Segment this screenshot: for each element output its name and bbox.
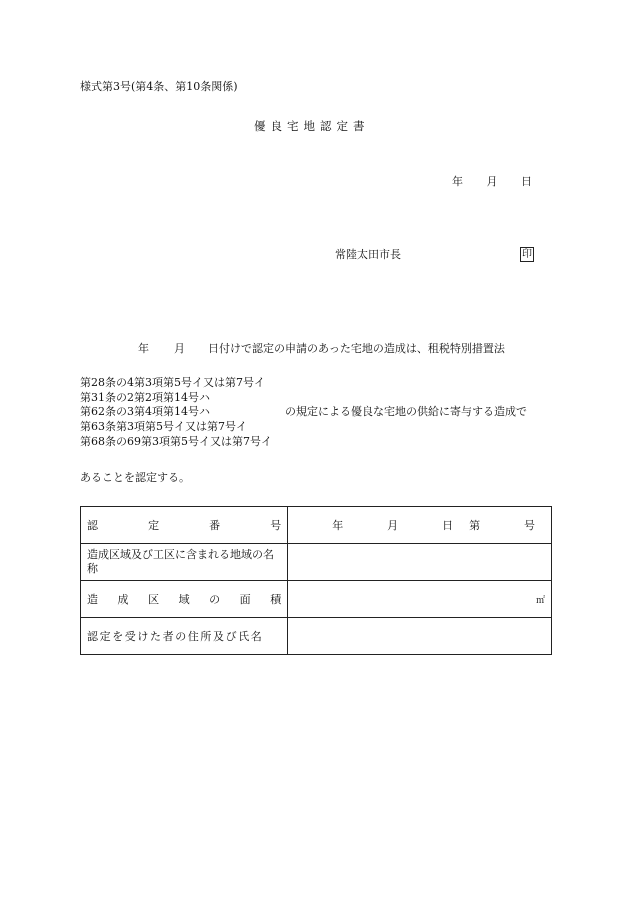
clause-2: 第31条の2第2項第14号ハ xyxy=(80,391,210,404)
recipient-label: 認定を受けた者の住所及び氏名 xyxy=(81,618,288,655)
clause-1: 第28条の4第3項第5号イ又は第7号イ xyxy=(80,376,265,389)
cert-year: 年 xyxy=(332,519,344,532)
body-line1-year: 年 xyxy=(138,342,149,355)
seal-icon: 印 xyxy=(522,249,532,260)
document-title: 優良宅地認定書 xyxy=(254,119,370,133)
table-row-cert-number xyxy=(81,507,552,544)
cert-day: 日 xyxy=(442,519,454,532)
date-month: 月 xyxy=(486,175,498,188)
body-line1-text: 日付けで認定の申請のあった宅地の造成は、租税特別措置法 xyxy=(208,342,505,355)
area-size-value[interactable] xyxy=(288,581,552,618)
cert-number-value[interactable] xyxy=(288,507,552,544)
table-row-area-name xyxy=(81,544,552,581)
issuer-name: 常陸太田市長 xyxy=(335,248,401,261)
cert-dai: 第 xyxy=(469,519,481,532)
area-name-label: 造成区域及び工区に含まれる地域の名称 xyxy=(81,544,288,581)
table-row-recipient xyxy=(81,618,552,655)
certification-table xyxy=(80,506,552,655)
cert-go: 号 xyxy=(523,519,535,532)
form-number: 様式第3号(第4条、第10条関係) xyxy=(80,80,238,93)
body-line1-month: 月 xyxy=(174,342,185,355)
cert-month: 月 xyxy=(387,519,399,532)
area-unit: ㎡ xyxy=(535,595,545,606)
date-day: 日 xyxy=(521,175,532,188)
clause-suffix: の規定による優良な宅地の供給に寄与する造成で xyxy=(285,405,527,418)
date-year: 年 xyxy=(452,175,463,188)
clause-4: 第63条第3項第5号イ又は第7号イ xyxy=(80,420,247,433)
issue-date xyxy=(452,175,532,189)
seal-mark xyxy=(520,247,534,262)
area-size-label: 造 成 区 域 の 面 積 xyxy=(81,581,288,618)
table-row-area-size xyxy=(81,581,552,618)
clause-5: 第68条の69第3項第5号イ又は第7号イ xyxy=(80,435,272,448)
cert-number-label: 認 定 番 号 xyxy=(81,507,288,544)
closing-text: あることを認定する。 xyxy=(80,471,190,484)
area-name-value[interactable] xyxy=(288,544,552,581)
clause-3: 第62条の3第4項第14号ハ xyxy=(80,405,210,418)
recipient-value[interactable] xyxy=(288,618,552,655)
